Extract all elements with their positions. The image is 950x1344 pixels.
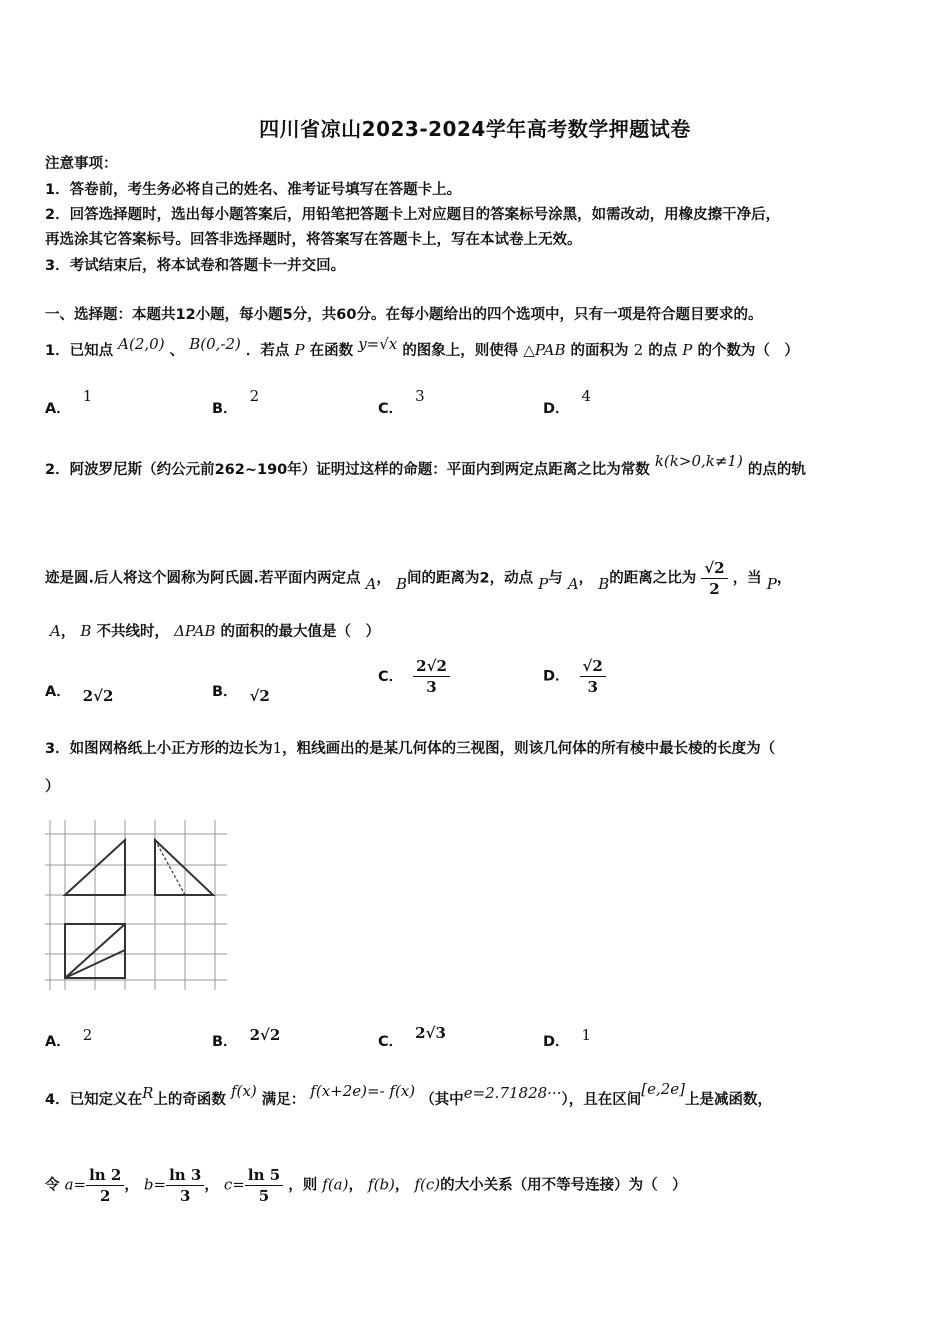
option-label: C．: [378, 1034, 404, 1050]
option-value: 1: [82, 387, 93, 405]
option-label: C．: [378, 668, 404, 685]
q2-text: 的点的轨: [747, 462, 806, 478]
q3-option-d[interactable]: [543, 1026, 592, 1051]
option-value: 1: [581, 1026, 592, 1044]
q4-text: 的大小关系（用不等号连接）为（ ）: [440, 1177, 687, 1194]
q2-comma: ，: [578, 570, 594, 587]
q2-comma: ，: [776, 570, 792, 587]
option-value: 2√2: [249, 1026, 281, 1044]
question-3-line-1: [45, 737, 775, 758]
notice-item-1: 1．答卷前，考生务必将自己的姓名、准考证号填写在答题卡上。: [45, 182, 462, 198]
q1-option-b[interactable]: [212, 387, 260, 418]
q4-text: 满足：: [261, 1092, 306, 1108]
q3-option-a[interactable]: [45, 1026, 93, 1051]
grid-lines: [45, 820, 227, 990]
q2-ratio-fraction: [701, 558, 727, 599]
side-view-hidden-edge: [155, 840, 185, 895]
q4-e-value: e=2.71828···: [463, 1084, 562, 1102]
q2-text: 不共线时，: [96, 624, 169, 640]
section-heading: 一、选择题：本题共12小题，每小题5分，共60分。在每小题给出的四个选项中，只有一项是符合题目要求的。: [45, 307, 763, 323]
q4-equation: f(x+2e)=- f(x): [310, 1082, 416, 1100]
option-label: D．: [543, 401, 570, 417]
q3-side-length: 1: [272, 739, 283, 757]
q1-point-a: A(2,0): [118, 335, 165, 353]
option-label: A．: [45, 401, 71, 417]
q1-point-p: P: [294, 341, 305, 359]
three-view-figure: [45, 820, 230, 992]
q4-b-fraction: [166, 1165, 204, 1206]
q2-point-p: P: [538, 574, 549, 593]
q2-text: 迹是圆.后人将这个圆称为阿氏圆.若平面内两定点: [45, 570, 361, 587]
q2-point-b: B: [80, 622, 92, 640]
q1-text: 的图象上，则使得: [402, 343, 519, 359]
q1-triangle: △PAB: [523, 341, 566, 359]
q2-text: 的面积的最大值是（ ）: [220, 624, 381, 640]
q1-area-value: 2: [633, 341, 644, 359]
q2-comma: ，: [376, 570, 391, 587]
q1-text: 在函数: [309, 343, 354, 359]
q2-text: 2．阿波罗尼斯（约公元前262~190年）证明过这样的命题：平面内到两定点距离之比为常数: [45, 462, 650, 478]
q2-option-a[interactable]: [45, 680, 114, 705]
fraction-numerator: 2√2: [413, 656, 450, 677]
option-value: 4: [581, 387, 592, 405]
q1-option-d[interactable]: [543, 387, 592, 418]
fraction-numerator: √2: [701, 558, 727, 579]
option-label: D．: [543, 1034, 570, 1050]
q3-option-b[interactable]: [212, 1026, 281, 1051]
q4-fc: f(c): [414, 1175, 441, 1194]
fraction-denominator: 2: [99, 1187, 111, 1205]
q4-real-set: R: [142, 1084, 154, 1102]
q2-triangle: ΔPAB: [174, 622, 216, 640]
q4-text: 上是减函数，: [685, 1092, 772, 1108]
option-label: B．: [212, 684, 238, 700]
q1-point-b: B(0,-2): [189, 335, 241, 353]
q4-c-fraction: [245, 1165, 283, 1206]
q4-text: （其中: [420, 1092, 464, 1108]
fraction-denominator: 3: [179, 1187, 191, 1205]
q2-text: ，当: [732, 570, 762, 587]
q3-option-c[interactable]: [378, 1024, 446, 1051]
q1-function: y=√x: [358, 335, 398, 353]
fraction-numerator: ln 3: [166, 1165, 204, 1186]
q4-text: ，则: [288, 1177, 318, 1194]
q4-interval: [e,2e]: [641, 1080, 685, 1098]
option-label: C．: [378, 401, 404, 417]
fraction-numerator: ln 5: [245, 1165, 283, 1186]
q4-fb: f(b): [368, 1175, 395, 1194]
q1-option-a[interactable]: [45, 387, 93, 418]
q4-text: ），且在区间: [561, 1092, 642, 1108]
q2-option-d[interactable]: [543, 656, 606, 697]
q1-text: 1．已知点: [45, 343, 114, 359]
q2-constant-k: k(k>0,k≠1): [654, 452, 743, 470]
q1-option-c[interactable]: [378, 387, 425, 418]
q2-point-b: B: [395, 574, 408, 593]
q2-option-c[interactable]: [378, 656, 450, 697]
option-value: 2√2: [82, 687, 114, 705]
question-1: [45, 335, 799, 360]
q1-text: 的面积为: [570, 343, 629, 359]
fraction-denominator: 3: [426, 678, 437, 696]
q1-sep: 、: [169, 343, 185, 359]
q1-text: 的点: [648, 343, 678, 359]
option-value: √2: [249, 687, 270, 705]
option-value: 2: [82, 1026, 93, 1044]
q2-point-p: P: [766, 574, 777, 593]
fraction-denominator: 2: [709, 580, 720, 598]
fraction-denominator: 3: [587, 678, 598, 696]
notice-heading: 注意事项：: [45, 156, 118, 172]
q1-text: 的个数为（ ）: [697, 343, 799, 359]
q2-text: 与: [548, 570, 563, 587]
q4-a-lhs: a=: [64, 1175, 87, 1194]
option-label: B．: [212, 1034, 238, 1050]
option-fraction: [580, 656, 606, 697]
question-4-line-1: [45, 1080, 772, 1109]
option-label: D．: [543, 668, 570, 685]
side-view-triangle: [155, 840, 213, 895]
q4-text: 上的奇函数: [153, 1092, 226, 1108]
q1-text: ．若点: [245, 343, 290, 359]
q4-function: f(x): [230, 1082, 257, 1100]
option-label: A．: [45, 684, 71, 700]
fraction-denominator: 5: [258, 1187, 270, 1205]
q2-point-b: B: [598, 574, 610, 593]
q2-text: 的距离之比为: [609, 570, 697, 587]
q2-comma: ，: [60, 624, 76, 640]
option-fraction: [413, 656, 450, 697]
option-label: B．: [212, 401, 238, 417]
question-2-line-1: [45, 452, 806, 479]
q4-a-fraction: [86, 1165, 124, 1206]
q1-point-p: P: [682, 341, 693, 359]
option-value: 3: [415, 387, 425, 405]
q3-text: ，粗线画出的是某几何体的三视图，则该几何体的所有棱中最长棱的长度为（: [282, 741, 776, 757]
q4-text: 4．已知定义在: [45, 1092, 143, 1108]
q2-option-b[interactable]: [212, 680, 270, 705]
q2-text: 间的距离为2，动点: [407, 570, 534, 587]
q2-point-a: A: [365, 574, 377, 593]
q4-fa: f(a): [322, 1175, 349, 1194]
notice-item-3: 3．考试结束后，将本试卷和答题卡一并交回。: [45, 258, 346, 274]
q3-text: 3．如图网格纸上小正方形的边长为: [45, 741, 273, 757]
fraction-numerator: √2: [580, 656, 606, 677]
option-value: 2: [249, 387, 260, 405]
q2-point-a: A: [50, 622, 61, 640]
notice-item-2-cont: 再选涂其它答案标号。回答非选择题时，将答案写在答题卡上，写在本试卷上无效。: [45, 232, 582, 248]
q4-b-lhs: b=: [143, 1175, 167, 1194]
q2-point-a: A: [567, 574, 579, 593]
question-3-line-2: ）: [45, 779, 60, 795]
page-title: 四川省凉山2023-2024学年高考数学押题试卷: [259, 117, 691, 141]
q4-text: 令: [45, 1177, 60, 1194]
question-4-line-2: 令 a= $\frac{\ln 2}{2}$ ， b= $\frac{\ln 3}{3}$ ， c= $\frac{\ln 5}{5}$ ，则 f(a)， f(b)， f(c)的大小关系（用不等号连接）为（ ）: [45, 1166, 687, 1205]
question-2-line-2: [45, 558, 791, 599]
option-label: A．: [45, 1034, 71, 1050]
q4-c-lhs: c=: [223, 1175, 245, 1194]
fraction-numerator: ln 2: [86, 1165, 124, 1186]
notice-item-2: 2．回答选择题时，选出每小题答案后，用铅笔把答题卡上对应题目的答案标号涂黑，如需改动，用橡皮擦干净后，: [45, 207, 781, 223]
question-2-line-3: [50, 620, 380, 641]
option-value: 2√3: [415, 1024, 446, 1042]
